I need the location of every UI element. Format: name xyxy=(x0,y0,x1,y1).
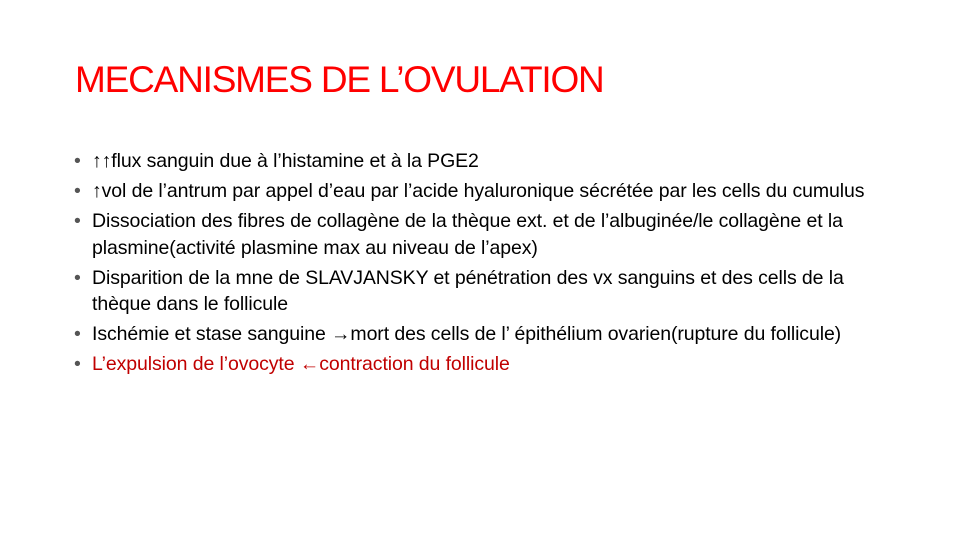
bullet-text: ↑vol de l’antrum par appel d’eau par l’acide hyaluronique sécrétée par les cells du cumulus xyxy=(92,180,865,202)
bullet-dot-icon: • xyxy=(74,180,81,202)
bullet-text: ↑↑flux sanguin due à l’histamine et à la PGE2 xyxy=(92,150,479,172)
bullet-dot-icon: • xyxy=(74,353,81,375)
bullet-text: Disparition de la mne de SLAVJANSKY et pénétration des vx sanguins et des cells de la thèque dans le follicule xyxy=(92,266,844,315)
bullet-item xyxy=(72,265,902,318)
bullet-dot-icon: • xyxy=(74,150,81,172)
bullet-item xyxy=(72,148,902,175)
slide-title: MECANISMES DE L’OVULATION xyxy=(75,59,604,100)
bullet-item xyxy=(72,208,902,261)
bullet-item xyxy=(72,351,902,378)
bullet-item xyxy=(72,321,902,348)
bullet-text: Dissociation des fibres de collagène de la thèque ext. et de l’albuginée/le collagène et la plasmine(activité plasmine max au niveau de l’apex) xyxy=(92,210,843,259)
bullet-text: Ischémie et stase sanguine →mort des cells de l’ épithélium ovarien(rupture du follicule) xyxy=(92,323,842,345)
bullet-dot-icon: • xyxy=(74,210,81,232)
bullet-item xyxy=(72,178,902,205)
bullet-list xyxy=(72,148,902,381)
bullet-dot-icon: • xyxy=(74,266,81,289)
bullet-text: L’expulsion de l’ovocyte ←contraction du follicule xyxy=(92,353,510,375)
bullet-dot-icon: • xyxy=(74,323,81,345)
